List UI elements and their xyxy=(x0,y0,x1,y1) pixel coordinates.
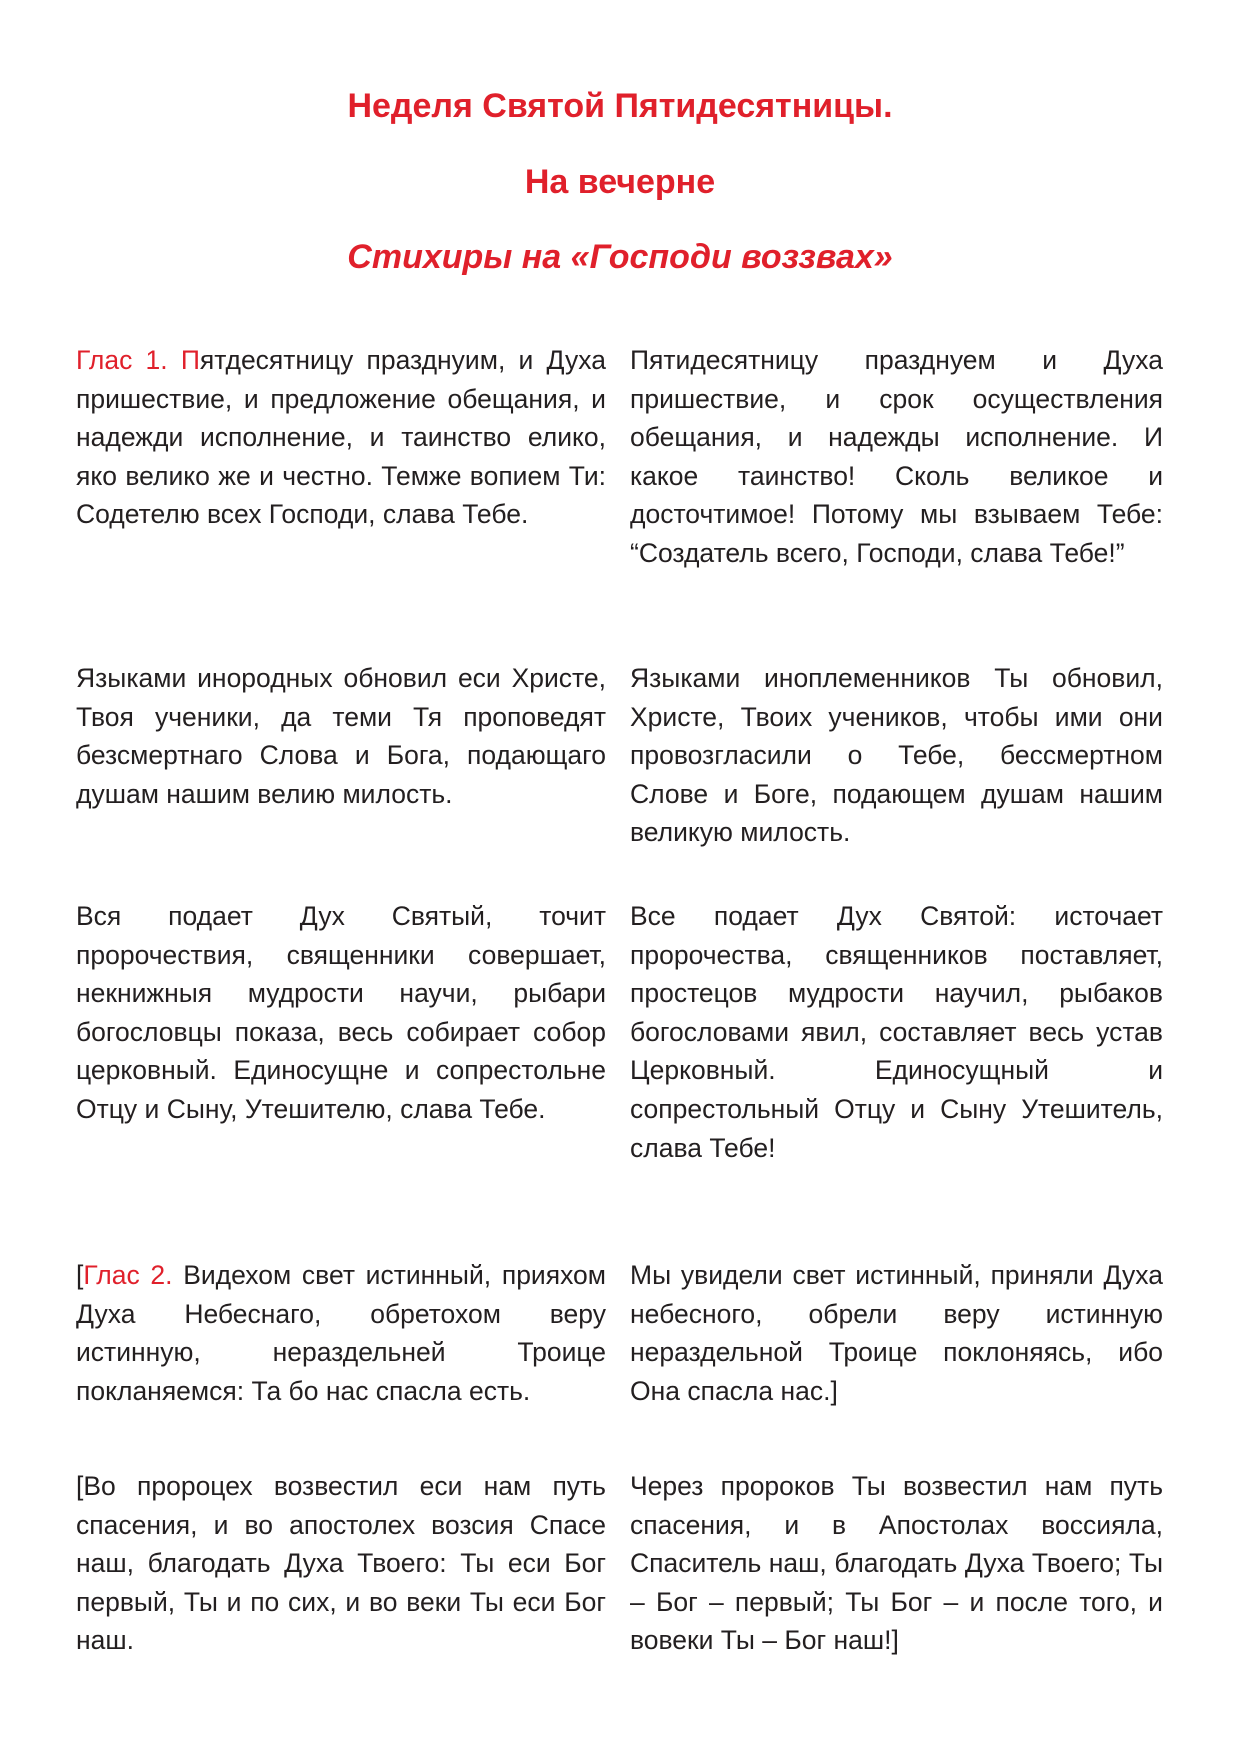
paragraph-5-russian xyxy=(630,1467,1163,1660)
paragraph-1-church-slavonic xyxy=(76,341,606,534)
paragraph-2-russian xyxy=(630,659,1163,852)
paragraph-text: Языками иноплеменников Ты обновил, Христе, Твоих учеников, чтобы ими они провозгласили о Тебе, бессмертном Слове и Боге, подающем душам нашим великую милость. xyxy=(630,663,1163,848)
paragraph-text: Видехом свет истинный, прияхом Духа Небеснаго, обретохом веру истинную, нераздельней Троице покланяемся: Та бо нас спасла есть. xyxy=(76,1260,606,1406)
paragraph-text: Через пророков Ты возвестил нам путь спасения, и в Апостолах воссияла, Спаситель наш, благодать Духа Твоего; Ты – Бог – первый; Ты Бог – и после того, и вовеки Ты – Бог наш!] xyxy=(630,1471,1163,1656)
paragraph-1-russian xyxy=(630,341,1163,573)
paragraph-text: Пятидесятницу празднуем и Духа пришествие, и срок осуществления обещания, и надежды исполнение. И какое таинство! Сколь великое и досточтимое! Потому мы взываем Тебе: “Создатель всего, Господи, слава Тебе!” xyxy=(630,345,1163,568)
paragraph-2-church-slavonic xyxy=(76,659,606,813)
paragraph-3-church-slavonic xyxy=(76,897,606,1129)
tone-label: Глас 2. xyxy=(83,1260,173,1290)
paragraph-5-church-slavonic xyxy=(76,1467,606,1660)
paragraph-text: Вся подает Дух Святый, точит пророчествия, священники совершает, некнижныя мудрости научи, рыбари богословцы показа, весь собирает собор церковный. Единосущне и сопрестольне Отцу и Сыну, Утешителю, слава Тебе. xyxy=(76,901,606,1124)
paragraph-4-church-slavonic xyxy=(76,1256,606,1410)
paragraph-text: [Во пророцех возвестил еси нам путь спасения, и во апостолех возсия Спасе наш, благодать Духа Твоего: Ты еси Бог первый, Ты и по сих, и во веки Ты еси Бог наш. xyxy=(76,1471,606,1656)
page-title: Неделя Святой Пятидесятницы. xyxy=(347,87,893,125)
paragraph-text: ятдесятницу празднуим, и Духа пришествие, и предложение обещания, и надежди исполнение, и таинство елико, яко велико же и честно. Темже вопием Ти: Содетелю всех Господи, слава Тебе. xyxy=(76,345,606,530)
paragraph-text: Все подает Дух Святой: источает пророчества, священников поставляет, простецов мудрости научил, рыбаков богословами явил, составляет весь устав Церковный. Единосущный и сопрестольный Отцу и Сыну Утешитель, слава Тебе! xyxy=(630,901,1163,1163)
paragraph-3-russian xyxy=(630,897,1163,1167)
section-heading: Стихиры на «Господи воззвах» xyxy=(347,238,893,276)
bracket-open: [ xyxy=(76,1260,84,1290)
paragraph-text: Языками инородных обновил еси Христе, Твоя ученики, да теми Тя проповедят безсмертнаго Слова и Бога, подающаго душам нашим велию милость. xyxy=(76,663,606,809)
service-subtitle: На вечерне xyxy=(524,163,716,201)
paragraph-4-russian xyxy=(630,1256,1163,1410)
paragraph-text: Мы увидели свет истинный, приняли Духа небесного, обрели веру истинную нераздельной Троице поклоняясь, ибо Она спасла нас.] xyxy=(630,1260,1163,1406)
tone-label: Глас 1. П xyxy=(76,345,200,375)
